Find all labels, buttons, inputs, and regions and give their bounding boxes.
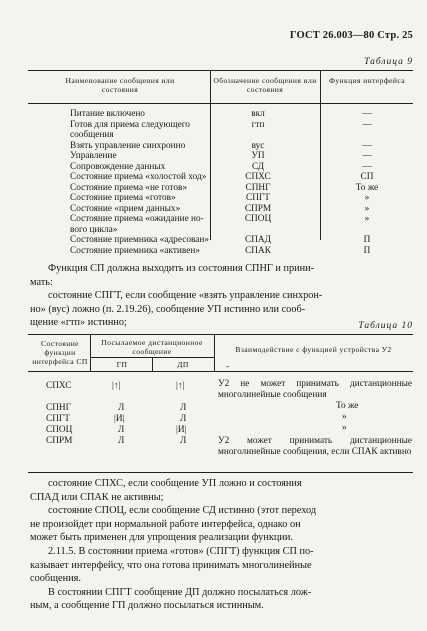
text-line: казывает интерфейсу, что она готова принимать многолинейные (30, 559, 312, 571)
table10-dash: - (226, 362, 230, 372)
text-line: В состоянии СПГТ сообщение ДП должно посылаться лож- (48, 586, 312, 598)
table10-sub-gp: ГП (116, 360, 128, 369)
table10-dp: Л (180, 414, 187, 424)
text-line: состояние СПХС, если сообщение УП ложно и состояния (48, 478, 302, 489)
table9-row-code: СПХС (245, 172, 271, 182)
table10-state: СПХС (46, 381, 72, 391)
table9-row-code: СПРМ (244, 203, 272, 214)
table9-row-func: — (362, 161, 372, 172)
table9-row-code: вкл (251, 109, 265, 119)
table9-row-name: вого цикла» (70, 224, 118, 235)
text-line: 2.11.5. В состоянии приема «готов» (СПГТ) функция СП по- (48, 545, 314, 557)
table10-interaction: У2 не может принимать дистанционные многолинейные сообщения (218, 379, 412, 400)
table9-row-func: » (364, 203, 370, 214)
table9-row-name: Состояние приемника «активен» (70, 245, 200, 256)
table10-caption: Таблица 10 (358, 321, 413, 331)
table9-row-code: СПГТ (246, 193, 270, 203)
table10-state: СПРМ (46, 436, 73, 446)
table9-col1-header: Наименование сообщения или состояния (65, 76, 175, 94)
table9-row-func: То же (355, 182, 379, 193)
table9-row-name: Состояние приема «ожидание но- (70, 214, 204, 224)
table9-row-func: » (364, 193, 370, 203)
table9-col2-header: Обозначение сообщения или состояния (213, 76, 317, 94)
text-line: состояние СПОЦ, если сообщение СД истинно (этот переход (48, 505, 317, 517)
text-line: но» (вус) ложно (п. 2.19.26), сообщение УП истинно или сооб- (30, 303, 306, 315)
table9-row-func: — (362, 140, 372, 151)
table10-divider-1 (90, 334, 91, 371)
table10-state: СПГТ (46, 414, 70, 424)
table10-col2-header: Посылаемое дистанционное сообщение (101, 338, 203, 356)
table10-interaction: » (342, 412, 347, 422)
table9-row-func: — (362, 119, 372, 130)
text-line: сообщения. (30, 573, 81, 585)
table10-top-rule (28, 334, 413, 335)
text-line: может быть применен для упрощения реализации функции. (30, 532, 293, 544)
table9-row-name: Состояние приема «холостой ход» (70, 172, 207, 182)
table9-row-name: Состояние «прием данных» (70, 203, 181, 214)
table9-row-func: СП (360, 172, 374, 182)
table9-row-name: Готов для приема следующего (70, 119, 190, 130)
table10-interaction: » (342, 423, 347, 433)
table9-row-code: СПАД (245, 235, 271, 245)
paragraph-2 (30, 477, 413, 613)
table10-gp: Л (118, 436, 125, 446)
page-header: ГОСТ 26.003—80 Стр. 25 (289, 30, 413, 41)
table9-row-code: УП (251, 151, 265, 161)
table10-interaction-last: У2 может принимать дистанционные многолинейные сообщения, если СПАК активно (218, 436, 412, 457)
table9-row-func: П (363, 235, 371, 245)
table10-head-rule (28, 371, 413, 372)
table10-gp: Л (118, 425, 125, 435)
table10-col1-header: Состояние функции интерфейса СП (32, 339, 88, 366)
text-line: Функция СП должна выходить из состояния СПНГ и прини- (48, 263, 315, 274)
paragraph-1 (30, 262, 413, 330)
table10-dp: Л (180, 436, 187, 446)
table9-row-name: Управление (70, 151, 117, 161)
table9-head-rule (28, 103, 413, 104)
table10-dp: |↑| (176, 381, 185, 391)
table10-divider-2 (214, 334, 215, 371)
table9-top-rule (28, 70, 413, 71)
table9-caption: Таблица 9 (364, 57, 413, 67)
text-line: не произойдет при нормальной работе интерфейса, однако он (30, 518, 301, 530)
table9-row-code: СПОЦ (244, 214, 272, 224)
text-line: состояние СПГТ, если сообщение «взять управление синхрон- (48, 290, 323, 302)
table9-row-code: СПАК (245, 245, 271, 256)
table10-gp: Л (118, 403, 125, 413)
table10-col3-header: Взаимодействие с функцией устройства У2 (235, 345, 392, 354)
table9-divider-1 (210, 70, 211, 240)
table9-row-func: — (362, 109, 372, 119)
table9-row-name: Состояние приемника «адресован» (70, 235, 209, 245)
table10-sub-dp: ДП (177, 360, 189, 369)
table10-interaction: То же (336, 401, 359, 411)
table10-dp: |И| (176, 425, 187, 435)
text-line: СПАД или СПАК не активны; (30, 491, 164, 503)
table9-row-func: — (362, 151, 372, 161)
table10-dp: Л (180, 403, 187, 413)
table9-row-name: Взять управление синхронно (70, 140, 186, 151)
table9-row-func: П (363, 245, 371, 256)
table10-bottom-rule (28, 472, 413, 473)
table9-row-name: Состояние приема «готов» (70, 193, 176, 203)
table10-state: СПОЦ (46, 425, 73, 435)
table9-row-code: вус (251, 140, 265, 151)
table9-row-code: гтп (251, 119, 265, 130)
table9-row-name: сообщения (70, 130, 114, 140)
table9-divider-2 (320, 70, 321, 240)
table9-row-code: СПНГ (245, 182, 271, 193)
table9-row-code: СД (251, 161, 265, 172)
table9-row-name: Состояние приема «не готов» (70, 182, 188, 193)
table9-col3-header: Функция интерфейса (328, 76, 406, 85)
table10-gp: |↑| (112, 381, 121, 391)
text-line: ным, а сообщение ГП должно посылаться истинным. (30, 600, 264, 612)
text-line: мать: (30, 276, 53, 288)
text-line: щение «гтп» истинно; (30, 317, 127, 329)
table10-state: СПНГ (46, 403, 72, 413)
table10-gp: |И| (114, 414, 125, 424)
table9-row-func: » (364, 214, 370, 224)
table9-row-name: Сопровождение данных (70, 161, 166, 172)
table9-row-name: Питание включено (70, 109, 145, 119)
